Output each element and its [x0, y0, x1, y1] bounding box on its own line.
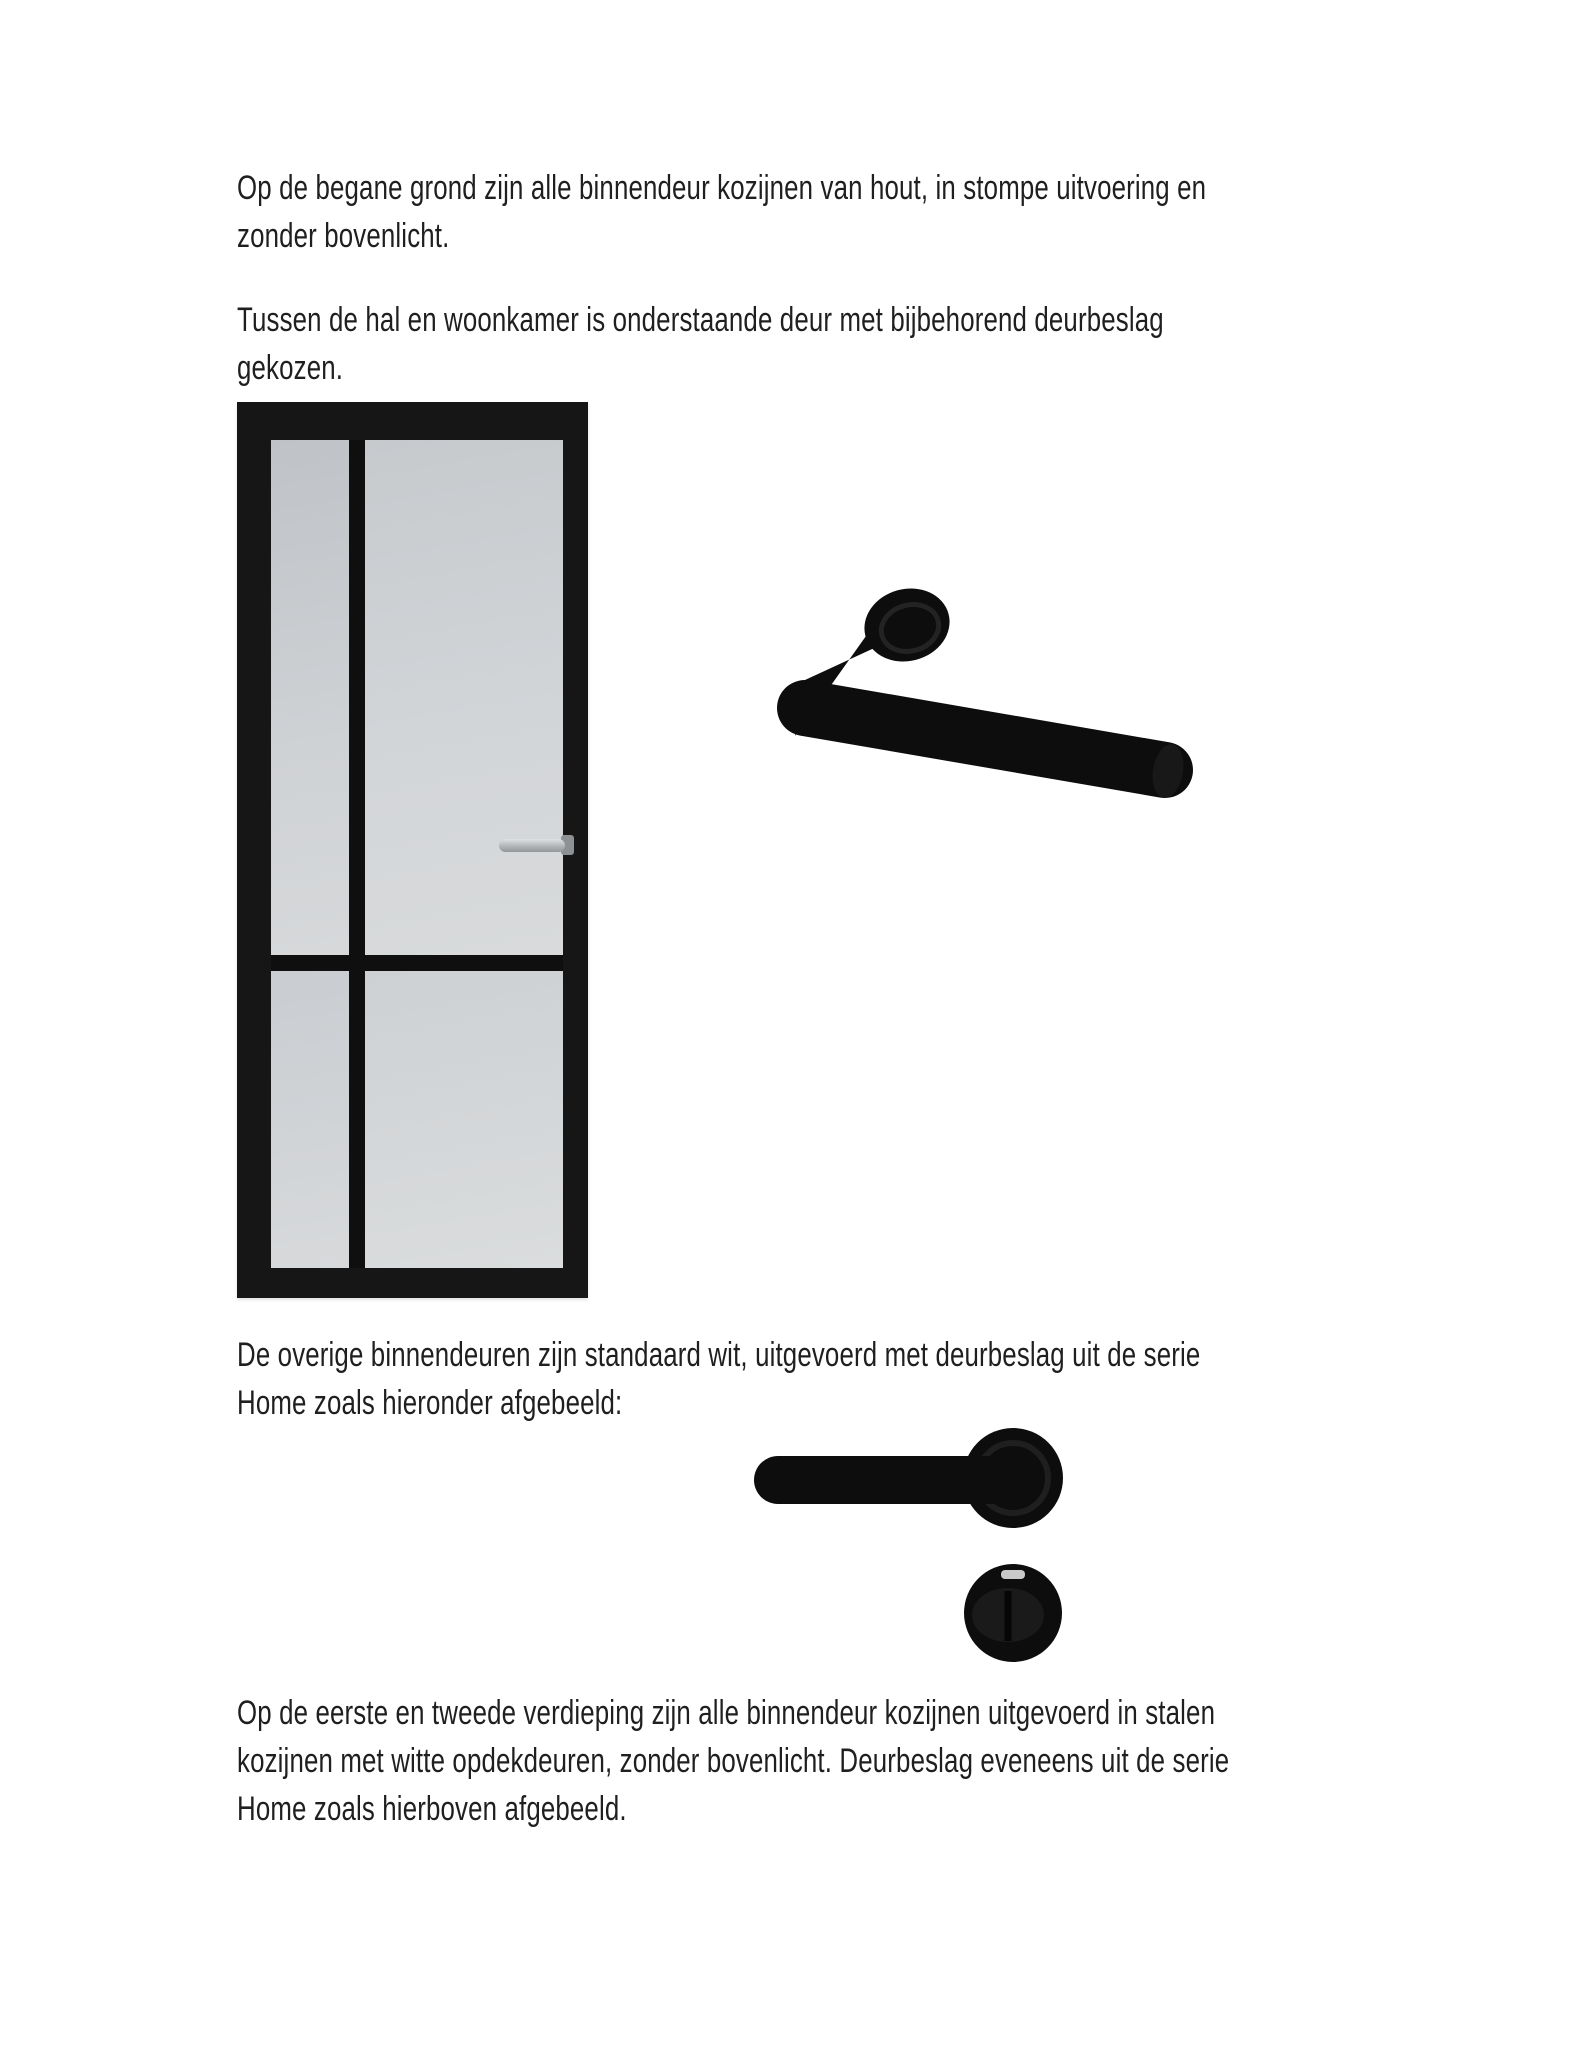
- text-line: zonder bovenlicht.: [237, 217, 450, 255]
- wc-turn-indicator-pin: [1001, 1570, 1025, 1579]
- black-lever-handle-photo: [740, 560, 1220, 860]
- handle-rose: [856, 579, 958, 671]
- text-line: De overige binnendeuren zijn standaard wit, uitgevoerd met deurbeslag uit de serie: [237, 1336, 1201, 1374]
- glass-pane-top-left: [271, 440, 349, 955]
- text-line: Home zoals hierboven afgebeeld.: [237, 1790, 627, 1828]
- text-line: Home zoals hieronder afgebeeld:: [237, 1384, 623, 1422]
- glass-pane-bottom-left: [271, 971, 349, 1268]
- handle-grip-bar: [805, 708, 1165, 770]
- glass-pane-bottom-right: [365, 971, 563, 1268]
- paragraph-upper-floors-frames: [237, 1689, 1543, 1833]
- serie-home-hardware-photo: [690, 1395, 1140, 1705]
- paragraph-ground-floor-frames: [237, 164, 1512, 260]
- text-line: Op de eerste en tweede verdieping zijn alle binnendeur kozijnen uitgevoerd in stalen: [237, 1694, 1216, 1732]
- door-handle-silver-lever: [499, 839, 565, 852]
- glass-pane-top-right: [365, 440, 563, 955]
- steel-look-glass-door-photo: [237, 402, 588, 1298]
- text-line: gekozen.: [237, 349, 344, 387]
- paragraph-hall-livingroom-door: [237, 296, 1456, 392]
- text-line: kozijnen met witte opdekdeuren, zonder bovenlicht. Deurbeslag eveneens uit de serie: [237, 1742, 1230, 1780]
- text-line: Tussen de hal en woonkamer is onderstaande deur met bijbehorend deurbeslag: [237, 301, 1164, 339]
- text-line: Op de begane grond zijn alle binnendeur kozijnen van hout, in stompe uitvoering en: [237, 169, 1207, 207]
- door-frame: [271, 440, 563, 1268]
